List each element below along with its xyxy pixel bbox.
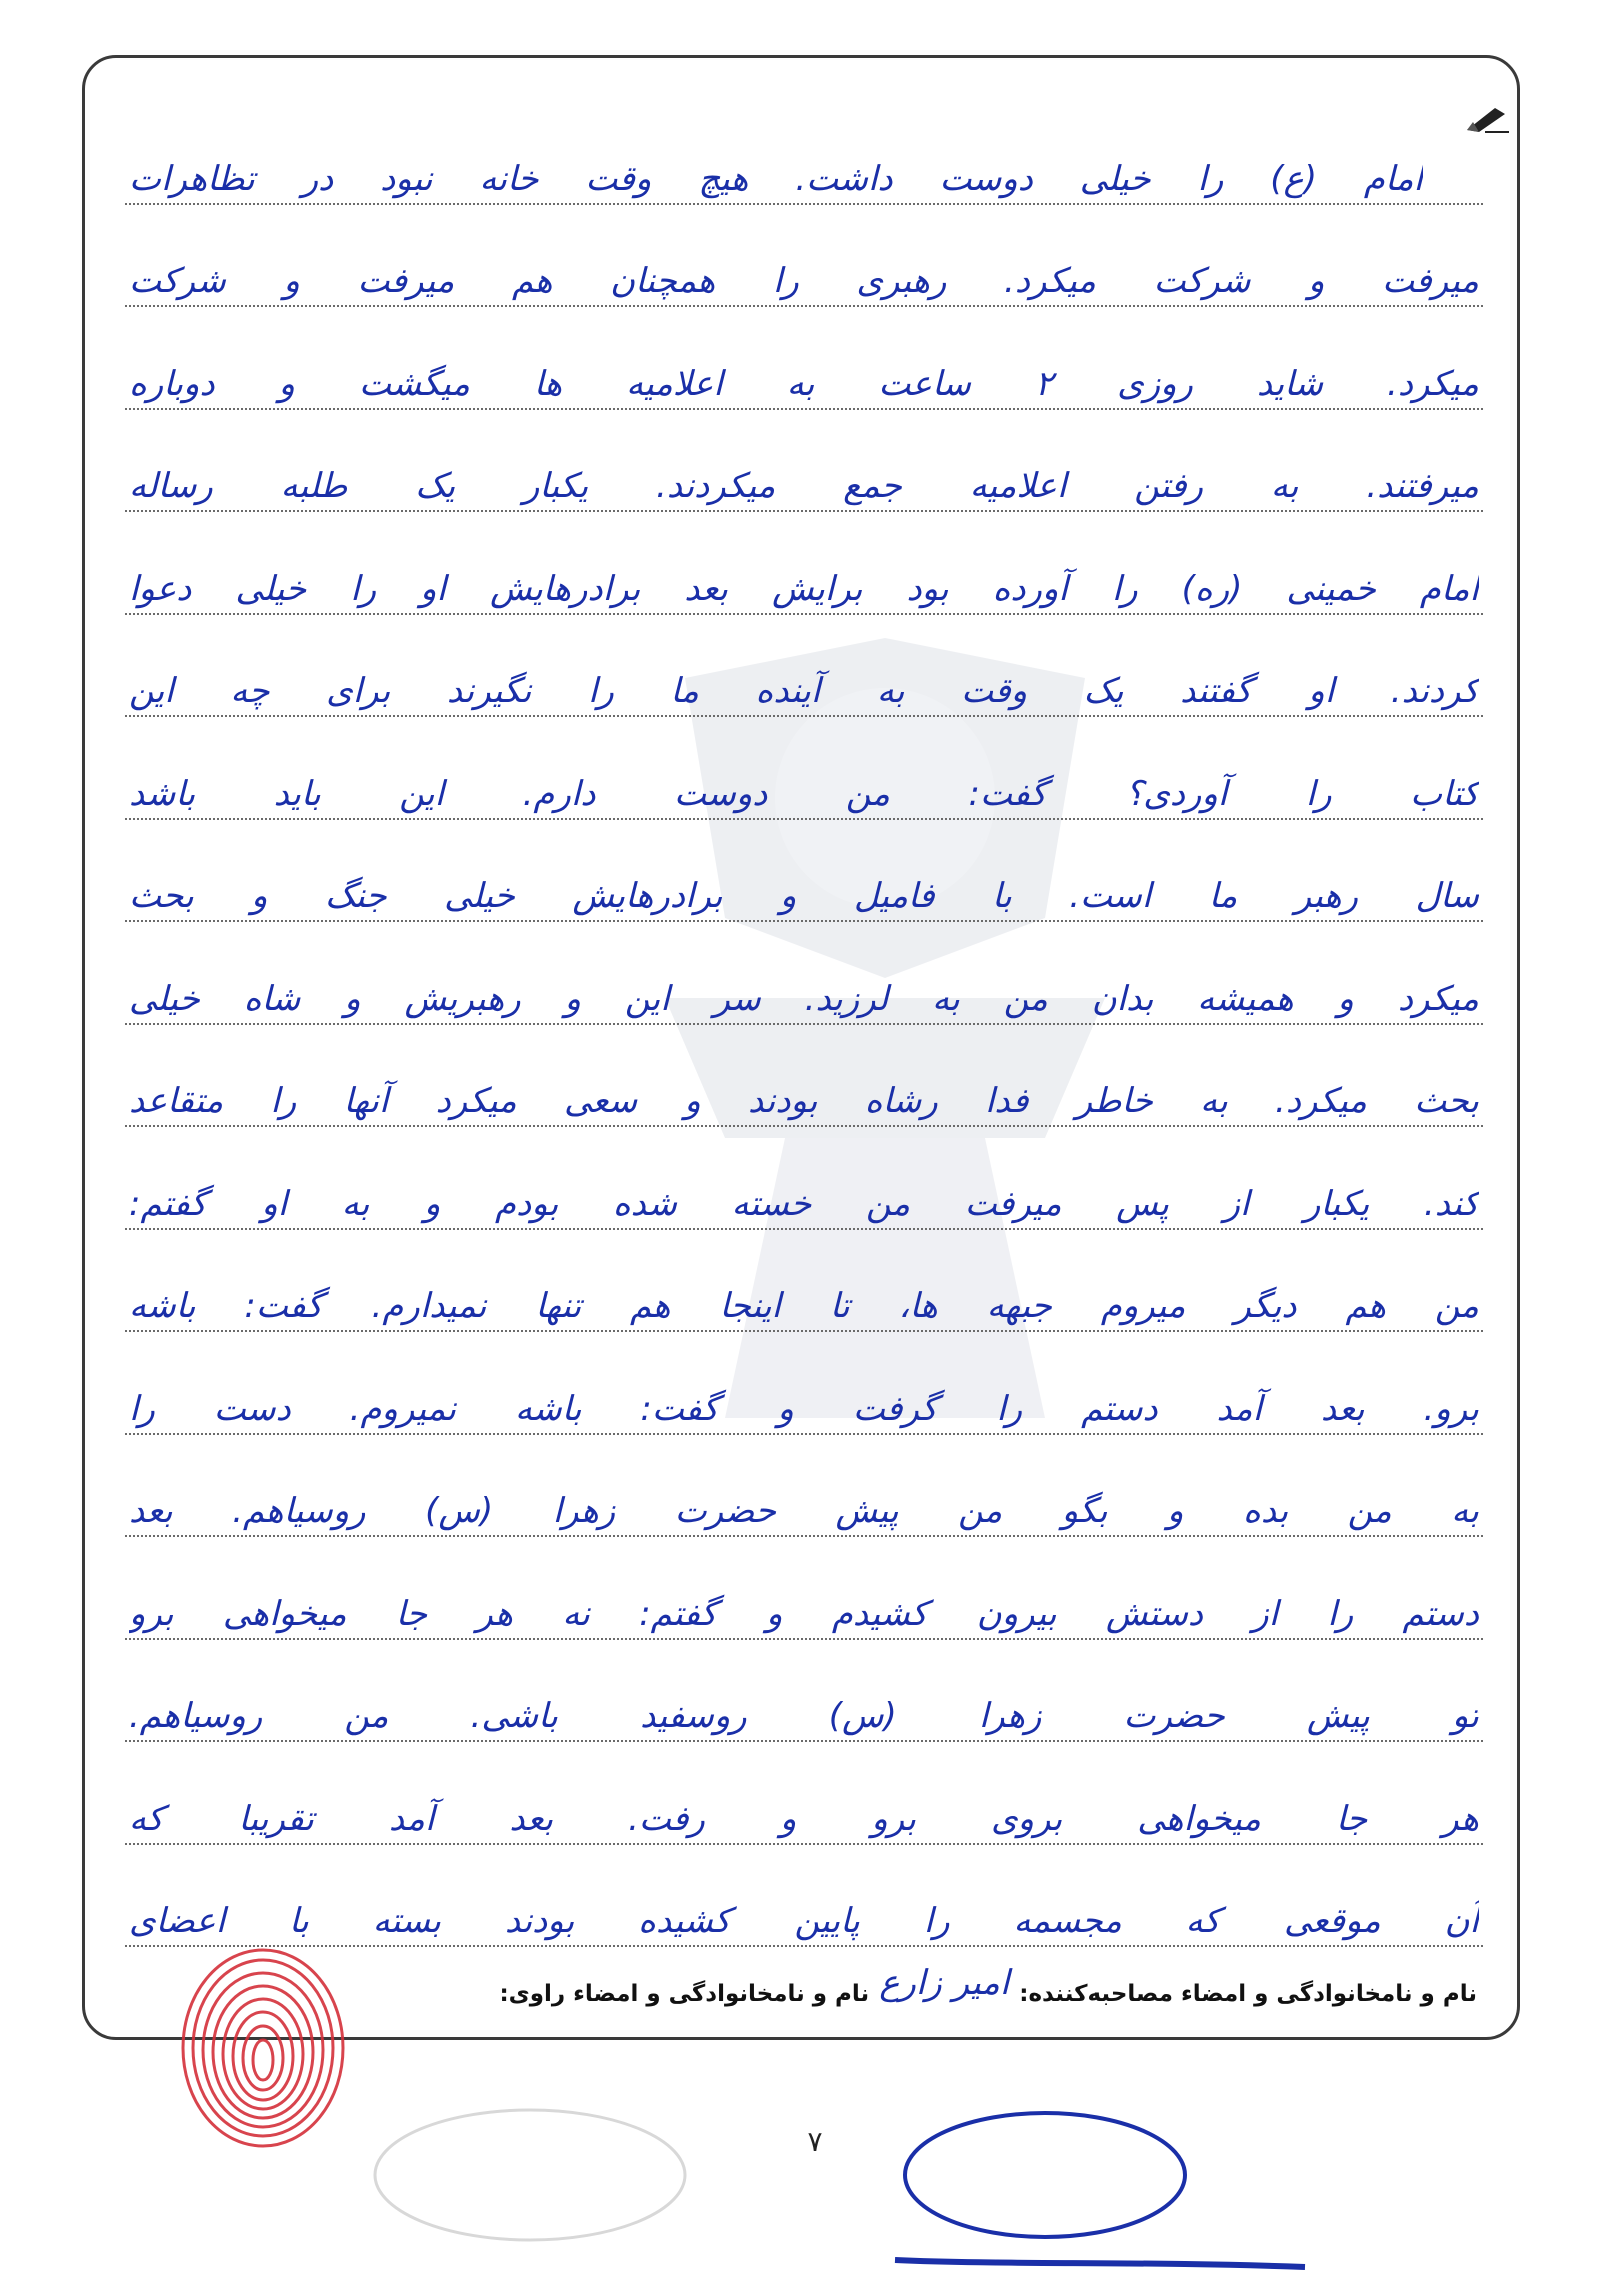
- text-line: [125, 428, 1483, 531]
- line-text: امام (ع) را خیلی دوست داشت. هیچ وقت خانه نبود در تظاهرات: [129, 158, 1423, 199]
- text-line: [125, 120, 1483, 223]
- line-text: کند. یکبار از پس میرفت من خسته شده بودم و به او گفتم:: [129, 1183, 1479, 1224]
- line-text: هر جا میخواهی بروی برو و رفت. بعد آمد تقریبا که: [129, 1798, 1479, 1839]
- text-line: [125, 1248, 1483, 1351]
- line-text: سال رهبر ما است. با فامیل و برادرهایش خیلی جنگ و بحث: [129, 876, 1479, 916]
- text-line: [125, 1043, 1483, 1146]
- line-text: میکرد. شاید روزی ۲ ساعت به اعلامیه ها میگشت و دوباره: [129, 363, 1479, 404]
- text-line: [125, 1453, 1483, 1556]
- line-text: کردند. او گفتند یک وقت به آینده ما را نگیرند برای چه این: [129, 671, 1479, 711]
- text-line: [125, 838, 1483, 941]
- text-line: [125, 530, 1483, 633]
- interviewer-label: نام و نامخانوادگی و امضاء مصاحبه‌کننده:: [1019, 1981, 1477, 2007]
- line-text: امام خمینی (ره) را آورده بود برایش بعد برادرهایش او را خیلی دعوا: [129, 568, 1479, 609]
- text-line: [125, 1760, 1483, 1863]
- line-text: میرفتند. به رفتن اعلامیه جمع میکردند. یکبار یک طلبه رساله: [129, 466, 1479, 506]
- line-text: میرفت و شرکت میکرد. رهبری را همچنان هم میرفت و شرکت: [129, 261, 1479, 301]
- text-line: [125, 633, 1483, 736]
- line-text: دستم را از دستش بیرون کشیدم و گفتم: نه هر جا میخواهی برو: [129, 1593, 1479, 1634]
- line-text: برو. بعد آمد دستم را گرفت و گفت: باشه نمیروم. دست را: [129, 1388, 1479, 1429]
- text-line: [125, 1145, 1483, 1248]
- line-text: بحث میکرد. به خاطر فدا رشاه بودند و سعی میکرد آنها را متقاعد: [129, 1081, 1479, 1121]
- fingerprint-stamp: [168, 1940, 358, 2155]
- page-frame: [82, 55, 1520, 2040]
- line-text: من هم دیگر میروم جبهه ها، تا اینجا هم تنها نمیدارم. گفت: باشه: [129, 1286, 1479, 1326]
- signature-footer: [195, 1927, 1477, 2007]
- text-line: [125, 1350, 1483, 1453]
- text-line: [125, 1555, 1483, 1658]
- line-text: به من بده و بگو من پیش حضرت زهرا (س) روسیاهم. بعد: [129, 1491, 1479, 1531]
- text-line: [125, 223, 1483, 326]
- faint-stamp-outline: [365, 2100, 695, 2250]
- narrator-label: نام و نامخانوادگی و امضاء راوی:: [499, 1981, 870, 2007]
- text-line: [125, 1658, 1483, 1761]
- line-text: کتاب را آوردی؟ گفت: من دوست دارم. این باید باشد: [129, 773, 1479, 814]
- text-line: [125, 735, 1483, 838]
- page-number: ۷: [807, 2125, 823, 2158]
- line-text: میکرد و همیشه بدان من به لرزید. سر این و رهبریش و شاه خیلی: [129, 978, 1479, 1019]
- interviewer-name: امیر زارع: [879, 1963, 1010, 2003]
- text-line: [125, 325, 1483, 428]
- narrator-signature: [885, 2095, 1315, 2280]
- line-text: آن موقعی که مجسمه را پایین کشیده بودند بسته با اعضای: [129, 1901, 1479, 1941]
- handwritten-lines: [125, 120, 1483, 1965]
- text-line: [125, 940, 1483, 1043]
- line-text: تو پیش حضرت زهرا (س) روسفید باشی. من روسیاهم.: [129, 1696, 1479, 1736]
